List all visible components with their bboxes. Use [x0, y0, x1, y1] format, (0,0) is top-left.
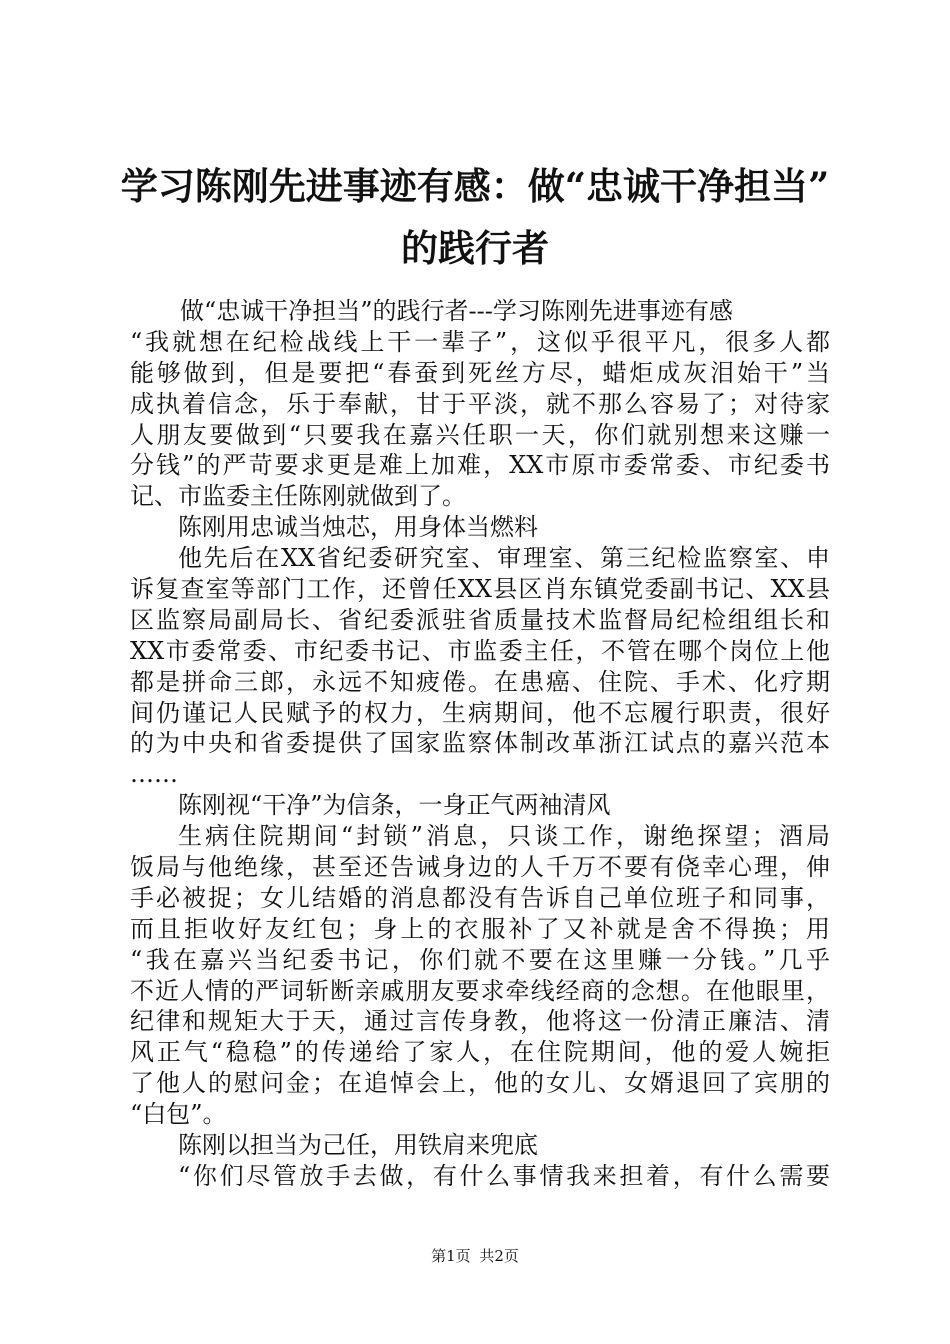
- document-body: [130, 296, 830, 1192]
- page-number: 第1页: [431, 1247, 471, 1265]
- text-line: 成执着信念，乐于奉献，甘于平淡，就不那么容易了；对待家: [130, 389, 830, 418]
- text-line: 风正气“稳稳”的传递给了家人，在住院期间，他的爱人婉拒: [130, 1038, 830, 1067]
- section-heading: 陈刚以担当为己任，用铁肩来兜底: [178, 1131, 538, 1160]
- text-line: 区监察局副局长、省纪委派驻省质量技术监督局纪检组组长和: [130, 605, 830, 634]
- text-line: “我就想在纪检战线上干一辈子”，这似乎很平凡，很多人都: [130, 327, 830, 356]
- text-line: 做“忠诚干净担当”的践行者---学习陈刚先进事迹有感: [180, 297, 733, 325]
- section-heading: 陈刚视“干净”为信条，一身正气两袖清风: [178, 791, 611, 820]
- text-line: 他先后在XX省纪委研究室、审理室、第三纪检监察室、申: [178, 544, 830, 573]
- page-footer: [0, 1245, 950, 1266]
- document-title-line-2: 的践行者: [401, 226, 549, 270]
- text-line: 纪律和规矩大于天，通过言传身教，他将这一份清正廉洁、清: [130, 1007, 830, 1036]
- text-line: 诉复查室等部门工作，还曾任XX县区肖东镇党委副书记、XX县: [130, 575, 830, 604]
- text-line: XX市委常委、市纪委书记、市监委主任，不管在哪个岗位上他: [130, 636, 830, 665]
- text-line: 间仍谨记人民赋予的权力，生病期间，他不忘履行职责，很好: [130, 698, 830, 727]
- text-line: 都是拼命三郎，永远不知疲倦。在患癌、住院、手术、化疗期: [130, 667, 830, 696]
- text-line: 不近人情的严词斩断亲戚朋友要求牵线经商的念想。在他眼里，: [130, 976, 830, 1005]
- text-line: 人朋友要做到“只要我在嘉兴任职一天，你们就别想来这赚一: [130, 420, 830, 449]
- text-line: 记、市监委主任陈刚就做到了。: [130, 482, 466, 511]
- text-line: 而且拒收好友红包；身上的衣服补了又补就是舍不得换；用: [130, 914, 830, 943]
- text-line: 的为中央和省委提供了国家监察体制改革浙江试点的嘉兴范本: [130, 729, 830, 758]
- text-line: “我在嘉兴当纪委书记，你们就不要在这里赚一分钱。”几乎: [130, 945, 830, 974]
- text-line: ……: [130, 760, 178, 789]
- text-line: 能够做到，但是要把“春蚕到死丝方尽，蜡炬成灰泪始干”当: [130, 358, 830, 387]
- document-title-line-1: 学习陈刚先进事迹有感：做“忠诚干净担当”: [120, 164, 830, 208]
- text-line: 生病住院期间“封锁”消息，只谈工作，谢绝探望；酒局: [178, 822, 830, 851]
- text-line: 手必被捉；女儿结婚的消息都没有告诉自己单位班子和同事，: [130, 883, 830, 912]
- page-total: 共2页: [479, 1247, 519, 1265]
- text-line: “你们尽管放手去做，有什么事情我来担着，有什么需要: [178, 1161, 830, 1190]
- text-line: 了他人的慰问金；在追悼会上，他的女儿、女婿退回了宾朋的: [130, 1069, 830, 1098]
- text-line: “白包”。: [130, 1100, 227, 1129]
- section-heading: 陈刚用忠诚当烛芯，用身体当燃料: [178, 513, 538, 542]
- text-line: 饭局与他绝缘，甚至还告诫身边的人千万不要有侥幸心理，伸: [130, 853, 830, 882]
- text-line: 分钱”的严苛要求更是难上加难，XX市原市委常委、市纪委书: [130, 451, 830, 480]
